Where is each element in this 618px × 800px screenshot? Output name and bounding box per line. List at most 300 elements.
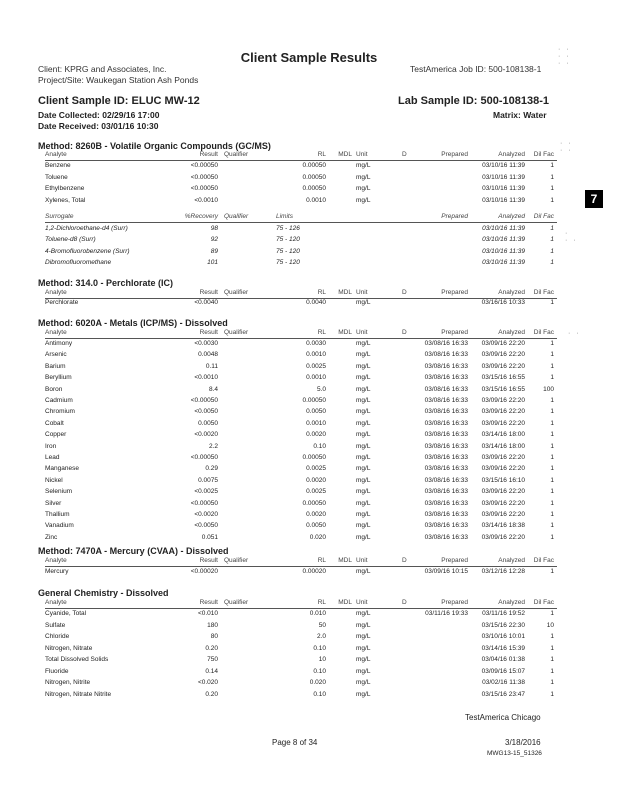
voc-row-analyzed: 03/10/16 11:39 [482,185,525,192]
general-row-unit: mg/L [356,656,371,663]
metals-row-analyte: Antimony [45,340,73,347]
metals-row-dil: 1 [550,511,554,518]
client-name: Client: KPRG and Associates, Inc. [38,64,167,74]
mercury-header-d: D [402,557,407,564]
general-row-unit: mg/L [356,610,371,617]
metals-row-analyzed: 03/09/16 22:20 [481,362,525,370]
general-header-dil: Dil Fac [533,599,554,606]
metals-row-dil: 1 [550,476,554,484]
lab-sample-id: Lab Sample ID: 500-108138-1 [398,95,550,107]
metals-row-analyte: Beryllium [45,374,72,382]
metals-row-dil: 1 [550,351,554,359]
surrogate-row-analyzed: 03/10/16 11:39 [482,236,525,244]
metals-row-analyte: Iron [45,442,57,450]
mercury-header-dil: Dil Fac [533,557,554,564]
surrogate-row-analyzed: 03/10/16 11:39 [482,247,525,255]
mercury-header-prepared: Prepared [441,557,468,564]
general-row-analyte: Cyanide, Total [45,610,87,617]
general-row-dil: 1 [550,633,554,640]
metals-row-rl: 0.0010 [306,419,326,427]
voc-header-prepared: Prepared [441,151,468,158]
metals-row-analyte: Arsenic [45,351,67,359]
voc-row-result: <0.00050 [190,173,218,181]
metals-row-rl: 0.0020 [306,511,326,518]
metals-row-dil: 1 [550,533,554,541]
metals-row-analyte: Thallium [45,511,70,518]
metals-row-rl: 0.0030 [306,340,326,347]
general-row-analyte: Nitrogen, Nitrate [45,644,93,652]
metals-row-prepared: 03/08/16 16:33 [424,511,468,518]
voc-header-d: D [402,151,407,158]
perchlorate-header-prepared: Prepared [441,289,468,296]
metals-row-unit: mg/L [356,351,371,359]
surrogate-row-limits: 75 - 120 [276,258,300,266]
general-row-rl: 0.10 [313,644,326,652]
metals-row-result: <0.00050 [190,454,218,461]
general-header-unit: Unit [356,599,368,606]
mercury-row-analyzed: 03/12/16 12:28 [481,568,525,575]
metals-row-analyzed: 03/09/16 22:20 [481,488,525,496]
surrogate-header-qual: Qualifier [224,213,249,220]
voc-row-analyzed: 03/10/16 11:39 [482,162,525,169]
general-row-rl: 0.10 [313,690,326,698]
mercury-header-analyzed: Analyzed [498,557,525,564]
metals-row-rl: 0.0050 [306,408,326,416]
general-row-rl: 50 [318,621,326,629]
metals-row-analyte: Cadmium [45,397,73,404]
metals-row-unit: mg/L [356,340,371,347]
metals-header-unit: Unit [356,329,368,336]
surrogate-row-dil: 1 [550,247,554,255]
surrogate-row-analyzed: 03/10/16 11:39 [482,225,525,232]
metals-row-dil: 1 [550,408,554,416]
voc-row-rl: 0.00050 [302,162,326,169]
date-received: Date Received: 03/01/16 10:30 [38,121,159,131]
voc-header-rl: RL [317,151,326,158]
general-header-rule [45,608,557,609]
metals-row-dil: 1 [550,431,554,439]
metals-header-prepared: Prepared [441,329,468,336]
metals-row-analyte: Selenium [45,488,73,496]
voc-row-unit: mg/L [356,173,371,181]
metals-header-dil: Dil Fac [533,329,554,336]
metals-row-result: <0.0010 [194,374,218,382]
section-tab: 7 [585,190,603,208]
metals-row-unit: mg/L [356,488,371,496]
general-row-dil: 10 [546,621,554,629]
metals-row-analyzed: 03/09/16 22:20 [481,533,525,541]
mercury-row-dil: 1 [550,568,554,575]
metals-row-result: 8.4 [208,385,218,393]
metals-row-dil: 1 [550,340,554,347]
general-row-analyzed: 03/15/16 23:47 [481,690,525,698]
metals-row-unit: mg/L [356,454,371,461]
surrogate-header-rec: %Recovery [184,213,218,220]
metals-row-analyte: Barium [45,362,66,370]
metals-row-unit: mg/L [356,419,371,427]
perchlorate-header-d: D [402,289,407,296]
voc-header-result: Result [199,151,218,158]
general-row-unit: mg/L [356,667,371,675]
surrogate-row-rec: 101 [207,258,218,266]
metals-row-dil: 1 [550,362,554,370]
general-row-dil: 1 [550,644,554,652]
voc-header-analyzed: Analyzed [498,151,525,158]
mercury-row-unit: mg/L [356,568,371,575]
metals-row-prepared: 03/08/16 16:33 [424,374,468,382]
metals-row-dil: 100 [543,385,554,393]
general-row-unit: mg/L [356,690,371,698]
mercury-header-mdl: MDL [338,557,352,564]
voc-header-rule [45,160,557,161]
surrogate-row-limits: 75 - 126 [276,225,300,232]
surrogate-header-prepared: Prepared [441,213,468,220]
metals-row-unit: mg/L [356,465,371,473]
general-row-prepared: 03/11/16 19:33 [425,610,468,617]
metals-row-dil: 1 [550,397,554,404]
mercury-header-unit: Unit [356,557,368,564]
general-row-dil: 1 [550,656,554,663]
surrogate-header-rule [45,222,557,223]
voc-row-analyzed: 03/10/16 11:39 [482,196,525,204]
metals-row-prepared: 03/08/16 16:33 [424,522,468,530]
metals-row-analyzed: 03/14/16 18:38 [481,522,525,530]
general-header-analyzed: Analyzed [498,599,525,606]
metals-row-dil: 1 [550,374,554,382]
general-row-dil: 1 [550,667,554,675]
metals-row-rl: 0.0025 [306,362,326,370]
metals-row-result: 0.0048 [198,351,218,359]
metals-row-rl: 5.0 [316,385,326,393]
metals-row-unit: mg/L [356,499,371,507]
surrogate-row-name: Dibromofluoromethane [45,258,112,266]
general-header-result: Result [199,599,218,606]
metals-row-result: <0.0020 [194,431,218,439]
surrogate-header-name: Surrogate [45,213,74,220]
voc-row-dil: 1 [550,185,554,192]
metals-row-prepared: 03/08/16 16:33 [424,488,468,496]
metals-header-rl: RL [317,329,326,336]
metals-header-mdl: MDL [338,329,352,336]
general-row-rl: 10 [318,656,326,663]
metals-row-unit: mg/L [356,442,371,450]
metals-row-result: 0.29 [205,465,218,473]
general-header-analyte: Analyte [45,599,67,606]
perchlorate-row-analyte: Perchlorate [45,299,79,306]
mercury-header-rl: RL [317,557,326,564]
voc-header-qual: Qualifier [224,151,249,158]
voc-row-rl: 0.00050 [302,185,326,192]
general-row-rl: 0.10 [313,667,326,675]
metals-row-result: 0.0050 [198,419,218,427]
voc-row-dil: 1 [550,196,554,204]
metals-row-prepared: 03/08/16 16:33 [424,419,468,427]
metals-row-unit: mg/L [356,385,371,393]
metals-row-rl: 0.10 [313,442,326,450]
mercury-method-title: Method: 7470A - Mercury (CVAA) - Dissolved [38,546,229,556]
mercury-row-rl: 0.00020 [302,568,326,575]
general-row-dil: 1 [550,610,554,617]
metals-row-result: 0.051 [201,533,218,541]
metals-row-dil: 1 [550,499,554,507]
metals-row-dil: 1 [550,522,554,530]
metals-row-result: 0.11 [205,362,218,370]
metals-row-dil: 1 [550,465,554,473]
general-row-analyzed: 03/09/16 15:07 [481,667,525,675]
metals-row-result: <0.0025 [194,488,218,496]
metals-row-prepared: 03/08/16 16:33 [424,476,468,484]
metals-row-rl: 0.0025 [306,465,326,473]
perchlorate-header-analyzed: Analyzed [498,289,525,296]
metals-row-result: <0.0030 [194,340,218,347]
general-row-analyzed: 03/11/16 19:52 [482,610,525,617]
voc-row-result: <0.00050 [190,162,218,169]
surrogate-row-name: 1,2-Dichloroethane-d4 (Surr) [45,225,128,232]
general-row-analyzed: 03/15/16 22:30 [481,621,525,629]
metals-row-result: 0.0075 [198,476,218,484]
mercury-header-rule [45,566,557,567]
metals-row-result: <0.00050 [190,397,218,404]
voc-row-analyte: Xylenes, Total [45,196,86,204]
metals-header-analyte: Analyte [45,329,67,336]
metals-row-result: <0.0050 [194,522,218,530]
general-row-unit: mg/L [356,633,371,640]
surrogate-header-analyzed: Analyzed [498,213,525,220]
metals-row-rl: 0.0010 [306,374,326,382]
general-header-d: D [402,599,407,606]
surrogate-row-name: 4-Bromofluorobenzene (Surr) [45,247,130,255]
metals-row-dil: 1 [550,488,554,496]
general-header-rl: RL [317,599,326,606]
general-row-analyte: Total Dissolved Solids [45,656,109,663]
perchlorate-row-dil: 1 [550,299,554,306]
metals-row-prepared: 03/08/16 16:33 [424,340,468,347]
general-row-analyzed: 03/04/16 01:38 [481,656,525,663]
general-row-unit: mg/L [356,679,371,686]
general-row-result: 180 [207,621,218,629]
metals-row-rl: 0.00050 [302,454,326,461]
general-chem-title: General Chemistry - Dissolved [38,588,169,598]
surrogate-row-name: Toluene-d8 (Surr) [45,236,96,244]
metals-row-analyzed: 03/09/16 22:20 [481,351,525,359]
general-row-result: <0.020 [197,679,218,686]
metals-row-analyte: Nickel [45,476,63,484]
general-row-analyte: Nitrogen, Nitrate Nitrite [45,690,112,698]
metals-row-rl: 0.00050 [302,499,326,507]
metals-row-analyte: Vanadium [45,522,74,530]
voc-row-rl: 0.00050 [302,173,326,181]
metals-row-analyzed: 03/14/16 18:00 [481,442,525,450]
project-site: Project/Site: Waukegan Station Ash Ponds [38,75,199,85]
mercury-header-qual: Qualifier [224,557,249,564]
voc-row-analyte: Ethylbenzene [45,185,85,192]
general-row-rl: 0.020 [309,679,326,686]
perchlorate-header-unit: Unit [356,289,368,296]
mercury-row-result: <0.00020 [190,568,218,575]
surrogate-row-limits: 75 - 120 [276,247,300,255]
metals-row-unit: mg/L [356,362,371,370]
metals-row-analyzed: 03/09/16 22:20 [481,499,525,507]
metals-row-analyte: Copper [45,431,67,439]
metals-row-dil: 1 [550,454,554,461]
general-row-analyte: Chloride [45,633,70,640]
general-row-dil: 1 [550,679,554,686]
metals-header-d: D [402,329,407,336]
metals-row-analyzed: 03/09/16 22:20 [481,340,525,347]
general-row-unit: mg/L [356,621,371,629]
metals-row-analyzed: 03/15/16 16:10 [481,476,525,484]
voc-method-title: Method: 8260B - Volatile Organic Compounds (GC/MS) [38,141,271,151]
voc-row-result: <0.0010 [194,196,218,204]
metals-row-result: <0.0050 [194,408,218,416]
page-number: Page 8 of 34 [272,738,318,747]
general-header-mdl: MDL [338,599,352,606]
metals-header-analyzed: Analyzed [498,329,525,336]
metals-row-analyte: Boron [45,385,63,393]
voc-header-analyte: Analyte [45,151,67,158]
metals-row-prepared: 03/08/16 16:33 [424,397,468,404]
metals-row-rl: 0.0010 [306,351,326,359]
metals-row-analyzed: 03/09/16 22:20 [481,408,525,416]
general-header-prepared: Prepared [441,599,468,606]
client-sample-id: Client Sample ID: ELUC MW-12 [38,95,200,107]
surrogate-row-limits: 75 - 120 [276,236,300,244]
general-header-qual: Qualifier [224,599,249,606]
metals-row-rl: 0.0050 [306,522,326,530]
metals-row-unit: mg/L [356,397,371,404]
metals-row-prepared: 03/08/16 16:33 [424,385,468,393]
voc-row-unit: mg/L [356,162,371,169]
general-row-result: 80 [210,633,218,640]
metals-row-prepared: 03/08/16 16:33 [424,454,468,461]
perchlorate-header-analyte: Analyte [45,289,67,296]
general-row-analyte: Sulfate [45,621,66,629]
perchlorate-header-result: Result [199,289,218,296]
metals-row-result: 2.2 [208,442,218,450]
general-row-unit: mg/L [356,644,371,652]
general-row-result: 750 [207,656,218,663]
general-row-rl: 0.010 [309,610,326,617]
page-title: Client Sample Results [240,50,378,65]
voc-header-unit: Unit [356,151,368,158]
surrogate-row-dil: 1 [550,236,554,244]
perchlorate-row-rl: 0.0040 [306,299,326,306]
voc-row-unit: mg/L [356,185,371,192]
metals-row-unit: mg/L [356,431,371,439]
metals-row-prepared: 03/08/16 16:33 [424,431,468,439]
general-row-analyzed: 03/10/16 10:01 [481,633,525,640]
metals-row-prepared: 03/08/16 16:33 [424,499,468,507]
metals-row-analyzed: 03/09/16 22:20 [481,397,525,404]
metals-row-unit: mg/L [356,374,371,382]
metals-row-analyzed: 03/14/16 18:00 [481,431,525,439]
metals-row-analyzed: 03/09/16 22:20 [481,465,525,473]
metals-row-analyzed: 03/15/16 16:55 [481,374,525,382]
voc-row-analyte: Benzene [45,162,71,169]
metals-row-prepared: 03/08/16 16:33 [424,465,468,473]
voc-header-mdl: MDL [338,151,352,158]
surrogate-row-rec: 92 [210,236,218,244]
metals-row-analyte: Manganese [45,465,79,473]
metals-row-rl: 0.0020 [306,431,326,439]
scan-mark: · · · · · · [558,46,571,67]
metals-row-result: <0.0020 [194,511,218,518]
general-row-result: 0.14 [205,667,218,675]
metals-header-rule [45,338,557,339]
metals-row-analyzed: 03/09/16 22:20 [481,454,525,461]
report-date: 3/18/2016 [505,738,541,747]
metals-row-rl: 0.0025 [306,488,326,496]
metals-row-dil: 1 [550,442,554,450]
voc-row-rl: 0.0010 [306,196,326,204]
voc-row-dil: 1 [550,162,554,169]
surrogate-row-rec: 98 [210,225,218,232]
voc-header-dil: Dil Fac [533,151,554,158]
metals-row-rl: 0.020 [309,533,326,541]
metals-row-analyte: Chromium [45,408,75,416]
mercury-row-analyte: Mercury [45,568,69,575]
voc-row-result: <0.00050 [190,185,218,192]
perchlorate-header-mdl: MDL [338,289,352,296]
surrogate-row-dil: 1 [550,258,554,266]
metals-row-prepared: 03/08/16 16:33 [424,442,468,450]
metals-row-analyte: Lead [45,454,60,461]
metals-row-prepared: 03/08/16 16:33 [424,408,468,416]
voc-row-unit: mg/L [356,196,371,204]
mercury-header-result: Result [199,557,218,564]
metals-row-prepared: 03/08/16 16:33 [424,351,468,359]
perchlorate-row-result: <0.0040 [194,299,218,306]
matrix: Matrix: Water [493,110,547,120]
mercury-header-analyte: Analyte [45,557,67,564]
surrogate-row-dil: 1 [550,225,554,232]
lab-company: TestAmerica Chicago [465,713,541,722]
surrogate-row-analyzed: 03/10/16 11:39 [482,258,525,266]
metals-row-analyte: Silver [45,499,62,507]
surrogate-row-rec: 89 [210,247,218,255]
general-row-result: <0.010 [197,610,218,617]
general-row-result: 0.20 [205,690,218,698]
surrogate-header-dil: Dil Fac [533,213,554,220]
mercury-row-prepared: 03/09/16 10:15 [424,568,468,575]
general-row-rl: 2.0 [316,633,326,640]
general-row-dil: 1 [550,690,554,698]
general-row-analyte: Nitrogen, Nitrite [45,679,91,686]
perchlorate-method-title: Method: 314.0 - Perchlorate (IC) [38,278,174,288]
general-row-result: 0.20 [205,644,218,652]
voc-row-analyte: Toluene [45,173,68,181]
metals-header-qual: Qualifier [224,329,249,336]
scan-mark: · · [568,330,581,337]
metals-row-result: <0.00050 [190,499,218,507]
surrogate-header-limits: Limits [276,213,293,220]
voc-row-analyzed: 03/10/16 11:39 [482,173,525,181]
scan-mark: · · · · [560,140,573,154]
metals-row-unit: mg/L [356,511,371,518]
scan-mark: · · · [565,230,578,244]
metals-row-analyzed: 03/09/16 22:20 [481,511,525,518]
general-row-analyte: Fluoride [45,667,69,675]
voc-row-dil: 1 [550,173,554,181]
general-row-analyzed: 03/14/16 15:39 [481,644,525,652]
metals-row-unit: mg/L [356,408,371,416]
perchlorate-row-unit: mg/L [356,299,371,306]
metals-row-unit: mg/L [356,476,371,484]
metals-row-analyte: Cobalt [45,419,64,427]
perchlorate-header-rl: RL [317,289,326,296]
metals-row-unit: mg/L [356,522,371,530]
metals-row-dil: 1 [550,419,554,427]
